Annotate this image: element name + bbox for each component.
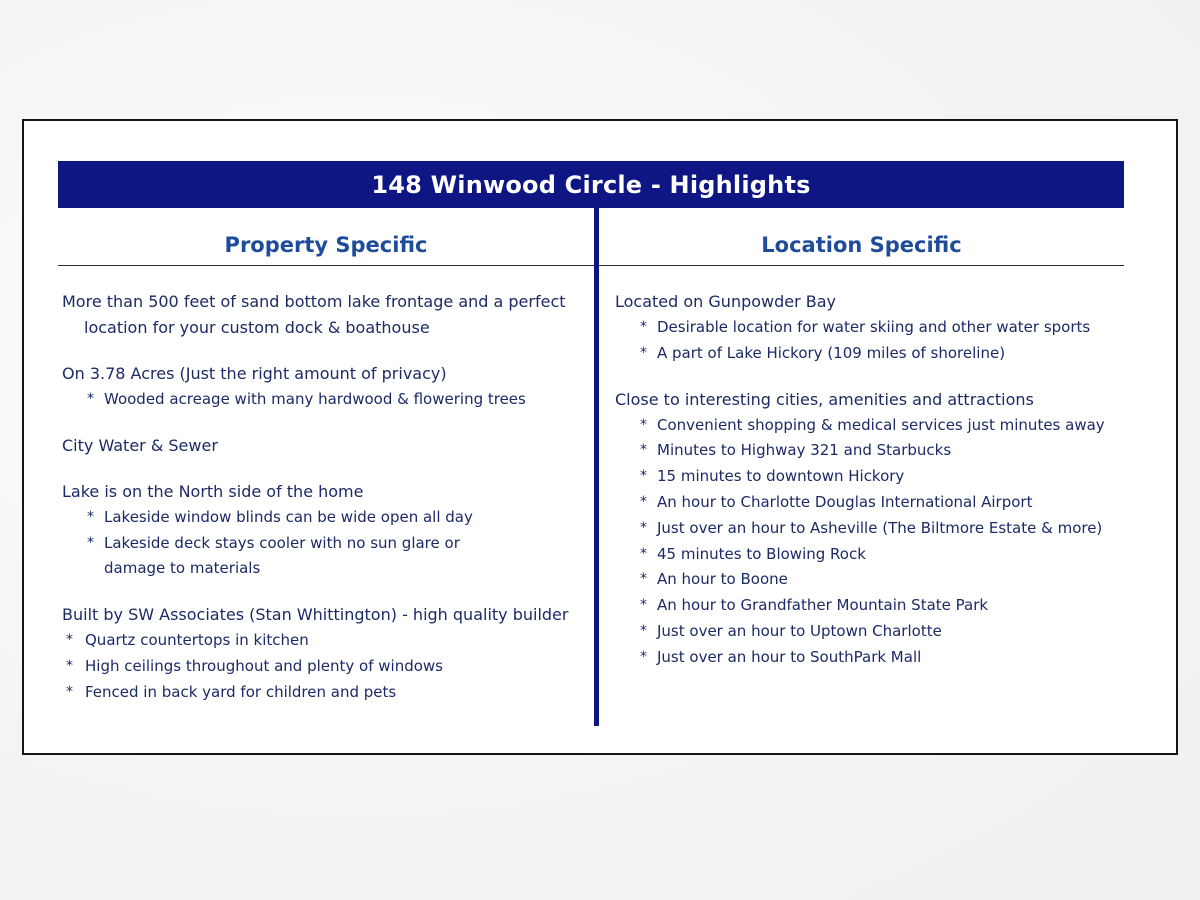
group-title: On 3.78 Acres (Just the right amount of privacy) bbox=[62, 364, 447, 383]
list-item bbox=[615, 567, 1120, 593]
list-item-text: An hour to Grandfather Mountain State Park bbox=[657, 596, 989, 615]
bullet-star-icon: * bbox=[66, 657, 73, 674]
bullet-star-icon: * bbox=[640, 416, 647, 433]
bullet-star-icon: * bbox=[640, 319, 647, 335]
list-item-text: Desirable location for water skiing and other water sports bbox=[657, 318, 1091, 336]
list-item-text: A part of Lake Hickory (109 miles of shoreline) bbox=[657, 343, 1006, 362]
list-item-text: Lakeside deck stays cooler with no sun glare or damage to materials bbox=[104, 533, 460, 578]
list-item-text: High ceilings throughout and plenty of windows bbox=[85, 656, 443, 675]
list-item-text: 15 minutes to downtown Hickory bbox=[657, 467, 905, 486]
bullet-list bbox=[615, 413, 1120, 671]
list-item-text: Wooded acreage with many hardwood & flowering trees bbox=[104, 390, 526, 408]
list-item bbox=[615, 341, 1120, 367]
bullet-star-icon: * bbox=[640, 344, 647, 361]
list-item-text: Fenced in back yard for children and pets bbox=[85, 682, 397, 701]
list-item bbox=[615, 490, 1120, 516]
property-group bbox=[62, 602, 590, 705]
list-item-text: An hour to Charlotte Douglas International Airport bbox=[657, 492, 1033, 511]
bullet-star-icon: * bbox=[640, 622, 647, 639]
bullet-star-icon: * bbox=[87, 391, 94, 407]
list-item bbox=[615, 438, 1120, 464]
bullet-list bbox=[615, 315, 1120, 367]
list-item-text: Just over an hour to SouthPark Mall bbox=[657, 647, 922, 666]
list-item bbox=[615, 645, 1120, 671]
list-item-text: An hour to Boone bbox=[657, 570, 788, 589]
group-title: Built by SW Associates (Stan Whittington) - high quality builder bbox=[62, 605, 569, 625]
bullet-star-icon: * bbox=[640, 597, 647, 614]
location-group bbox=[615, 289, 1120, 367]
list-item bbox=[62, 505, 492, 531]
group-title: Located on Gunpowder Bay bbox=[615, 292, 837, 311]
bullet-star-icon: * bbox=[87, 508, 94, 525]
group-title: Close to interesting cities, amenities and attractions bbox=[615, 389, 1034, 409]
property-group bbox=[62, 433, 590, 459]
list-item bbox=[615, 542, 1120, 568]
bullet-star-icon: * bbox=[640, 571, 647, 588]
property-heading: Property Specific bbox=[224, 233, 428, 257]
bullet-star-icon: * bbox=[640, 545, 647, 562]
location-heading: Location Specific bbox=[761, 233, 962, 257]
list-item bbox=[62, 387, 590, 413]
location-group bbox=[615, 387, 1120, 671]
bullet-star-icon: * bbox=[87, 534, 94, 551]
list-item bbox=[615, 464, 1120, 490]
property-group bbox=[62, 479, 590, 582]
group-title: City Water & Sewer bbox=[62, 435, 218, 455]
column-divider bbox=[594, 208, 599, 726]
bullet-list bbox=[62, 628, 590, 705]
group-title: Lake is on the North side of the home bbox=[62, 481, 364, 501]
list-item bbox=[62, 628, 590, 654]
list-item bbox=[62, 654, 590, 680]
bullet-star-icon: * bbox=[640, 493, 647, 510]
property-heading-rule bbox=[58, 265, 594, 266]
bullet-star-icon: * bbox=[66, 632, 73, 649]
group-title: More than 500 feet of sand bottom lake frontage and a perfect location for your custom dock & boathouse bbox=[62, 292, 566, 337]
bullet-list bbox=[62, 505, 492, 582]
list-item-text: Minutes to Highway 321 and Starbucks bbox=[657, 441, 952, 460]
list-item bbox=[615, 516, 1120, 542]
property-group bbox=[62, 361, 590, 413]
list-item-text: Just over an hour to Uptown Charlotte bbox=[657, 621, 942, 640]
list-item-text: Just over an hour to Asheville (The Biltmore Estate & more) bbox=[657, 518, 1103, 537]
highlights-sheet bbox=[22, 119, 1178, 755]
list-item-text: Convenient shopping & medical services just minutes away bbox=[657, 415, 1105, 434]
list-item-text: Quartz countertops in kitchen bbox=[85, 631, 309, 650]
bullet-star-icon: * bbox=[640, 468, 647, 485]
list-item bbox=[615, 619, 1120, 645]
list-item bbox=[62, 680, 590, 706]
property-group bbox=[62, 289, 590, 341]
bullet-star-icon: * bbox=[640, 519, 647, 536]
location-heading-rule bbox=[599, 265, 1124, 266]
list-item-text: 45 minutes to Blowing Rock bbox=[657, 544, 866, 563]
bullet-star-icon: * bbox=[66, 683, 73, 700]
list-item bbox=[615, 593, 1120, 619]
bullet-star-icon: * bbox=[640, 442, 647, 459]
list-item bbox=[615, 413, 1120, 439]
location-column bbox=[615, 289, 1120, 691]
page-title: 148 Winwood Circle - Highlights bbox=[58, 161, 1124, 208]
list-item bbox=[615, 315, 1120, 341]
list-item-text: Lakeside window blinds can be wide open all day bbox=[104, 507, 473, 526]
list-item bbox=[62, 531, 492, 583]
bullet-list bbox=[62, 387, 590, 413]
bullet-star-icon: * bbox=[640, 648, 647, 665]
property-column bbox=[62, 289, 590, 726]
